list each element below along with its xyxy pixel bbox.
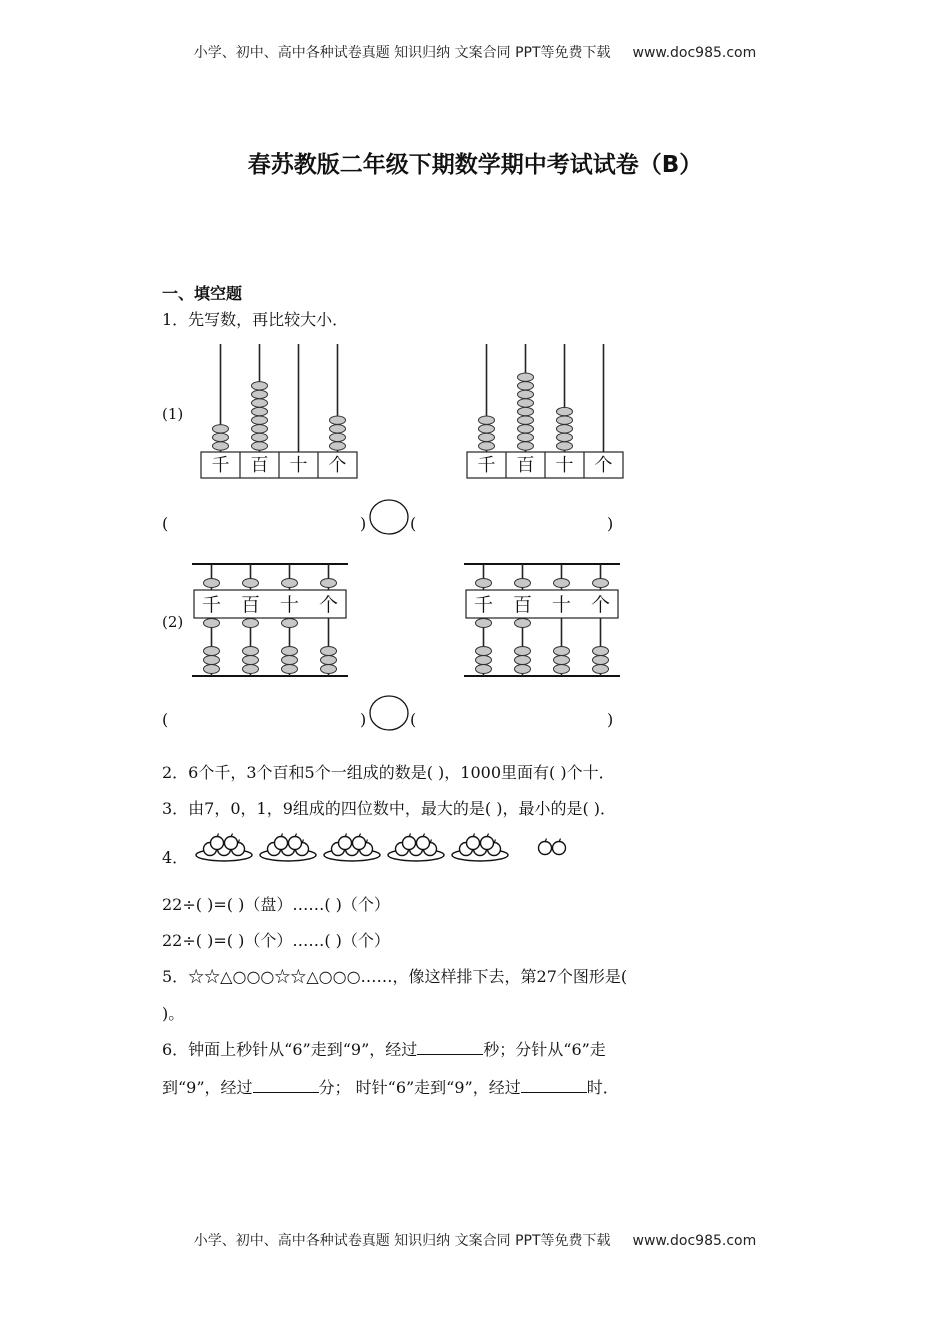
abacus-bead bbox=[557, 425, 573, 433]
q6-text-b3: 时． bbox=[586, 1078, 619, 1097]
abacus-bead bbox=[557, 416, 573, 424]
lower-bead bbox=[282, 619, 298, 628]
abacus-bead bbox=[330, 425, 346, 433]
apple bbox=[225, 837, 238, 850]
answer-1a-close: ) bbox=[360, 514, 367, 533]
lower-bead bbox=[243, 619, 259, 628]
place-label: 千 bbox=[477, 455, 496, 476]
abacus-bead bbox=[252, 425, 268, 433]
abacus-bead bbox=[213, 442, 229, 450]
place-label: 千 bbox=[473, 594, 494, 616]
lower-bead bbox=[282, 647, 298, 656]
q6-blank-hours[interactable] bbox=[521, 1078, 587, 1093]
footer-text: 小学、初中、高中各种试卷真题 知识归纳 文案合同 PPT等免费下载 bbox=[193, 1233, 611, 1249]
apple bbox=[403, 837, 416, 850]
answer-2a-open: ( bbox=[162, 710, 169, 729]
abacus-bead bbox=[518, 416, 534, 424]
lower-bead bbox=[243, 656, 259, 665]
question-2: 2．6个千，3个百和5个一组成的数是( )，1000里面有( )个十． bbox=[162, 763, 615, 782]
lower-bead bbox=[204, 656, 220, 665]
answer-1a-open: ( bbox=[162, 514, 169, 533]
abacus-bead bbox=[252, 433, 268, 441]
q6-text-b1: 到“9”，经过 bbox=[162, 1078, 253, 1097]
apple-plates-figure bbox=[190, 830, 590, 870]
upper-bead bbox=[243, 579, 259, 588]
apple bbox=[417, 837, 430, 850]
abacus-bead bbox=[518, 407, 534, 415]
abacus-bead bbox=[252, 390, 268, 398]
abacus-bead bbox=[479, 416, 495, 424]
place-label: 千 bbox=[201, 594, 222, 616]
lower-bead bbox=[515, 619, 531, 628]
abacus-bead bbox=[330, 416, 346, 424]
abacus-bead bbox=[252, 442, 268, 450]
question-4-label: 4． bbox=[162, 848, 189, 867]
place-label: 百 bbox=[516, 455, 535, 476]
q6-text-a1: 6．钟面上秒针从“6”走到“9”，经过 bbox=[162, 1040, 418, 1059]
abacus-bead bbox=[213, 425, 229, 433]
place-label: 百 bbox=[250, 455, 269, 476]
place-label: 百 bbox=[512, 594, 533, 616]
lower-bead bbox=[321, 665, 337, 674]
apple bbox=[339, 837, 352, 850]
abacus-bead bbox=[518, 390, 534, 398]
abacus-bead bbox=[557, 407, 573, 415]
apple bbox=[289, 837, 302, 850]
answer-1b-close: ) bbox=[607, 514, 614, 533]
answer-1b-open: ( bbox=[410, 514, 417, 533]
abacus-bead bbox=[330, 442, 346, 450]
lower-bead bbox=[243, 647, 259, 656]
section-heading: 一、填空题 bbox=[162, 284, 243, 303]
compare-circle-2[interactable] bbox=[370, 696, 408, 730]
answer-2b-close: ) bbox=[607, 710, 614, 729]
lower-bead bbox=[554, 665, 570, 674]
lower-bead bbox=[554, 647, 570, 656]
answer-2b-open: ( bbox=[410, 710, 417, 729]
q6-blank-seconds[interactable] bbox=[417, 1040, 483, 1055]
page-title: 春苏教版二年级下期数学期中考试试卷（B） bbox=[247, 152, 703, 178]
abacus-bead bbox=[252, 399, 268, 407]
lower-bead bbox=[282, 665, 298, 674]
page-footer bbox=[0, 1230, 950, 1250]
compare-circle-1[interactable] bbox=[370, 500, 408, 534]
lower-bead bbox=[321, 656, 337, 665]
lower-bead bbox=[593, 656, 609, 665]
apple-plates bbox=[196, 834, 566, 862]
place-label: 百 bbox=[240, 594, 261, 616]
lower-bead bbox=[282, 656, 298, 665]
apple bbox=[211, 837, 224, 850]
question-5: 5．☆☆△○○○☆☆△○○○……，像这样排下去，第27个图形是( bbox=[162, 967, 628, 986]
upper-bead bbox=[515, 579, 531, 588]
lower-bead bbox=[515, 656, 531, 665]
abacus-1a bbox=[201, 344, 357, 478]
lower-bead bbox=[243, 665, 259, 674]
abacus-bead bbox=[479, 425, 495, 433]
question-5-end: )。 bbox=[162, 1004, 185, 1023]
header-url[interactable]: www.doc985.com bbox=[632, 45, 757, 61]
q1-part2-label: (2) bbox=[162, 613, 184, 631]
question-6-line2 bbox=[162, 1075, 619, 1098]
abacus-bead bbox=[518, 433, 534, 441]
abacus-1b bbox=[467, 344, 623, 478]
q1-part1-label: (1) bbox=[162, 405, 184, 423]
place-label: 千 bbox=[211, 455, 230, 476]
abacus-bead bbox=[518, 399, 534, 407]
abacus-bead bbox=[252, 407, 268, 415]
lower-bead bbox=[593, 665, 609, 674]
question-4-line2: 22÷( )=( )（个）……( )（个） bbox=[162, 931, 390, 950]
abacus-bead bbox=[518, 373, 534, 381]
lower-bead bbox=[321, 647, 337, 656]
upper-bead bbox=[476, 579, 492, 588]
abacus-bead bbox=[252, 416, 268, 424]
lower-bead bbox=[593, 647, 609, 656]
abacus-2a bbox=[192, 564, 348, 676]
place-label: 个 bbox=[328, 455, 347, 476]
abacus-bead bbox=[479, 442, 495, 450]
lower-bead bbox=[554, 656, 570, 665]
apple bbox=[481, 837, 494, 850]
lower-bead bbox=[476, 665, 492, 674]
question-1: 1．先写数，再比较大小． bbox=[162, 310, 349, 329]
answer-2a-close: ) bbox=[360, 710, 367, 729]
lower-bead bbox=[204, 619, 220, 628]
lower-bead bbox=[204, 647, 220, 656]
lower-bead bbox=[515, 647, 531, 656]
header-text: 小学、初中、高中各种试卷真题 知识归纳 文案合同 PPT等免费下载 bbox=[193, 45, 611, 61]
abacus-bead bbox=[252, 382, 268, 390]
abacus-bead bbox=[557, 442, 573, 450]
place-label: 十 bbox=[551, 594, 572, 616]
lower-bead bbox=[476, 619, 492, 628]
abacus-bead bbox=[518, 425, 534, 433]
lower-bead bbox=[476, 647, 492, 656]
footer-url[interactable]: www.doc985.com bbox=[632, 1233, 757, 1249]
lower-bead bbox=[476, 656, 492, 665]
lower-bead bbox=[515, 665, 531, 674]
question-6-line1 bbox=[162, 1037, 606, 1060]
abacus-bead bbox=[518, 382, 534, 390]
place-label: 十 bbox=[555, 455, 574, 476]
upper-bead bbox=[282, 579, 298, 588]
upper-bead bbox=[593, 579, 609, 588]
upper-bead bbox=[204, 579, 220, 588]
upper-bead bbox=[321, 579, 337, 588]
apple bbox=[275, 837, 288, 850]
abacus-bead bbox=[518, 442, 534, 450]
q6-blank-minutes[interactable] bbox=[253, 1078, 319, 1093]
q6-text-b2: 分； 时针“6”走到“9”，经过 bbox=[318, 1078, 521, 1097]
abacus-bead bbox=[213, 433, 229, 441]
question-4-line1: 22÷( )=( )（盘）……( )（个） bbox=[162, 895, 390, 914]
lower-bead bbox=[204, 665, 220, 674]
upper-bead bbox=[554, 579, 570, 588]
apple bbox=[539, 842, 552, 855]
abacus-bead bbox=[557, 433, 573, 441]
place-label: 个 bbox=[590, 594, 611, 616]
apple bbox=[553, 842, 566, 855]
apple bbox=[467, 837, 480, 850]
apple bbox=[353, 837, 366, 850]
abacus-bead bbox=[479, 433, 495, 441]
question-3: 3．由7，0，1，9组成的四位数中，最大的是( )，最小的是( )． bbox=[162, 799, 617, 818]
place-label: 个 bbox=[594, 455, 613, 476]
place-label: 十 bbox=[279, 594, 300, 616]
abacus-2b bbox=[464, 564, 620, 676]
place-label: 个 bbox=[318, 594, 339, 616]
abacus-bead bbox=[330, 433, 346, 441]
place-label: 十 bbox=[289, 455, 308, 476]
q6-text-a2: 秒；分针从“6”走 bbox=[483, 1040, 606, 1059]
